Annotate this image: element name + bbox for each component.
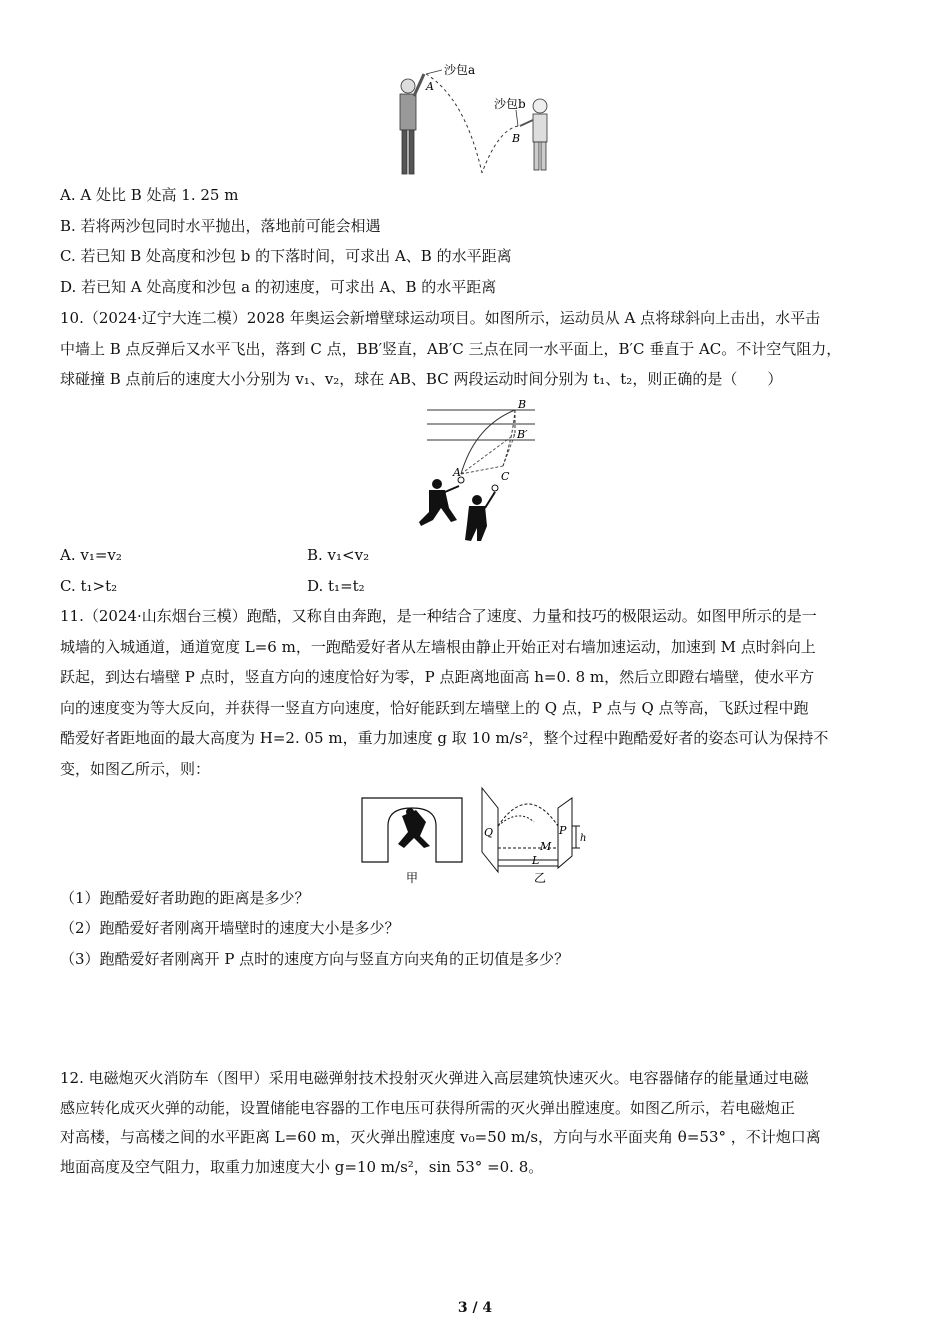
q12-line-2: 感应转化成灭火弹的动能，设置储能电容器的工作电压可获得所需的灭火弹出膛速度。如图乙所示，若电磁炮正 — [60, 1099, 796, 1117]
label-sandbag-a: 沙包a — [444, 63, 476, 77]
trajectory-a — [426, 74, 482, 173]
q10-option-a: A. v₁=v₂ — [60, 546, 122, 564]
q11-line-3: 跃起，到达右墙壁 P 点时，竖直方向的速度恰好为零，P 点距离地面高 h=0. 8 m，然后立即蹬右墙壁，使水平方 — [60, 668, 815, 686]
label-point-b: B — [512, 132, 521, 145]
q10-option-c: C. t₁>t₂ — [60, 577, 118, 595]
q10-option-b: B. v₁<v₂ — [307, 546, 370, 564]
q9-option-b: B. 若将两沙包同时水平抛出，落地前可能会相遇 — [60, 217, 381, 235]
label-p: P — [559, 824, 567, 837]
q12-line-3: 对高楼，与高楼之间的水平距离 L=60 m，灭火弹出膛速度 v₀=50 m/s，方向与水平面夹角 θ=53° ，不计炮口离 — [60, 1128, 821, 1146]
label-jia: 甲 — [406, 871, 419, 885]
label-point-a: A — [426, 80, 434, 93]
label-yi: 乙 — [534, 871, 547, 885]
label-b: B — [518, 398, 527, 411]
thrower-figure — [400, 74, 424, 174]
q11-sub-1: （1）跑酷爱好者助跑的距离是多少？ — [60, 889, 310, 907]
label-h: h — [580, 833, 587, 844]
q11-line-5: 酷爱好者距地面的最大高度为 H=2. 05 m，重力加速度 g 取 10 m/s²，整个过程中跑酷爱好者的姿态可认为保持不 — [60, 729, 829, 747]
q11-line-6: 变，如图乙所示，则： — [60, 760, 211, 778]
q9-option-a: A. A 处比 B 处高 1. 25 m — [60, 186, 239, 204]
sandbag-figure — [390, 58, 560, 183]
label-c: C — [501, 470, 510, 483]
q11-sub-2: （2）跑酷爱好者刚离开墙壁时的速度大小是多少？ — [60, 919, 400, 937]
label-m: M — [540, 840, 552, 853]
q9-option-d: D. 若已知 A 处高度和沙包 a 的初速度，可求出 A、B 的水平距离 — [60, 278, 497, 296]
q10-line-3: 球碰撞 B 点前后的速度大小分别为 v₁、v₂，球在 AB、BC 两段运动时间分别为 t₁、t₂，则正确的是（ ） — [60, 370, 783, 388]
label-l: L — [532, 854, 540, 867]
page-number: 3 / 4 — [457, 1300, 493, 1316]
label-sandbag-b: 沙包b — [494, 97, 526, 111]
parkour-figure — [358, 786, 598, 886]
label-q: Q — [484, 826, 494, 839]
q12-line-4: 地面高度及空气阻力，取重力加速度大小 g=10 m/s²，sin 53° =0. 8。 — [60, 1158, 544, 1176]
ball-path-bc — [503, 410, 515, 466]
q12-line-1: 12. 电磁炮灭火消防车（图甲）采用电磁弹射技术投射灭火弹进入高层建筑快速灭火。电容器储存的能量通过电磁 — [60, 1069, 809, 1087]
q11-line-1: 11.（2024·山东烟台三模）跑酷，又称自由奔跑，是一种结合了速度、力量和技巧的极限运动。如图甲所示的是一 — [60, 607, 817, 625]
gate-diagram — [362, 798, 462, 862]
q11-line-2: 城墙的入城通道，通道宽度 L=6 m，一跑酷爱好者从左墙根由静止开始正对右墙加速运动，加速到 M 点时斜向上 — [60, 638, 816, 656]
q9-option-c: C. 若已知 B 处高度和沙包 b 的下落时间，可求出 A、B 的水平距离 — [60, 247, 512, 265]
q10-line-2: 中墙上 B 点反弹后又水平飞出，落到 C 点，BB′竖直，AB′C 三点在同一水平面上，B′C 垂直于 AC。不计空气阻力， — [60, 340, 842, 358]
q11-line-4: 向的速度变为等大反向，并获得一竖直方向速度，恰好能跃到左墙壁上的 Q 点，P 点与 Q 点等高，飞跃过程中跑 — [60, 699, 809, 717]
q10-option-d: D. t₁=t₂ — [307, 577, 365, 595]
q11-sub-3: （3）跑酷爱好者刚离开 P 点时的速度方向与竖直方向夹角的正切值是多少？ — [60, 950, 570, 968]
squash-figure — [415, 396, 545, 541]
q10-line-1: 10.（2024·辽宁大连二模）2028 年奥运会新增壁球运动项目。如图所示，运动员从 A 点将球斜向上击出，水平击 — [60, 309, 821, 327]
ball-path-ab — [461, 410, 515, 474]
label-b-prime: B′ — [517, 428, 528, 441]
label-a: A — [453, 466, 461, 479]
players-silhouette — [419, 479, 495, 541]
